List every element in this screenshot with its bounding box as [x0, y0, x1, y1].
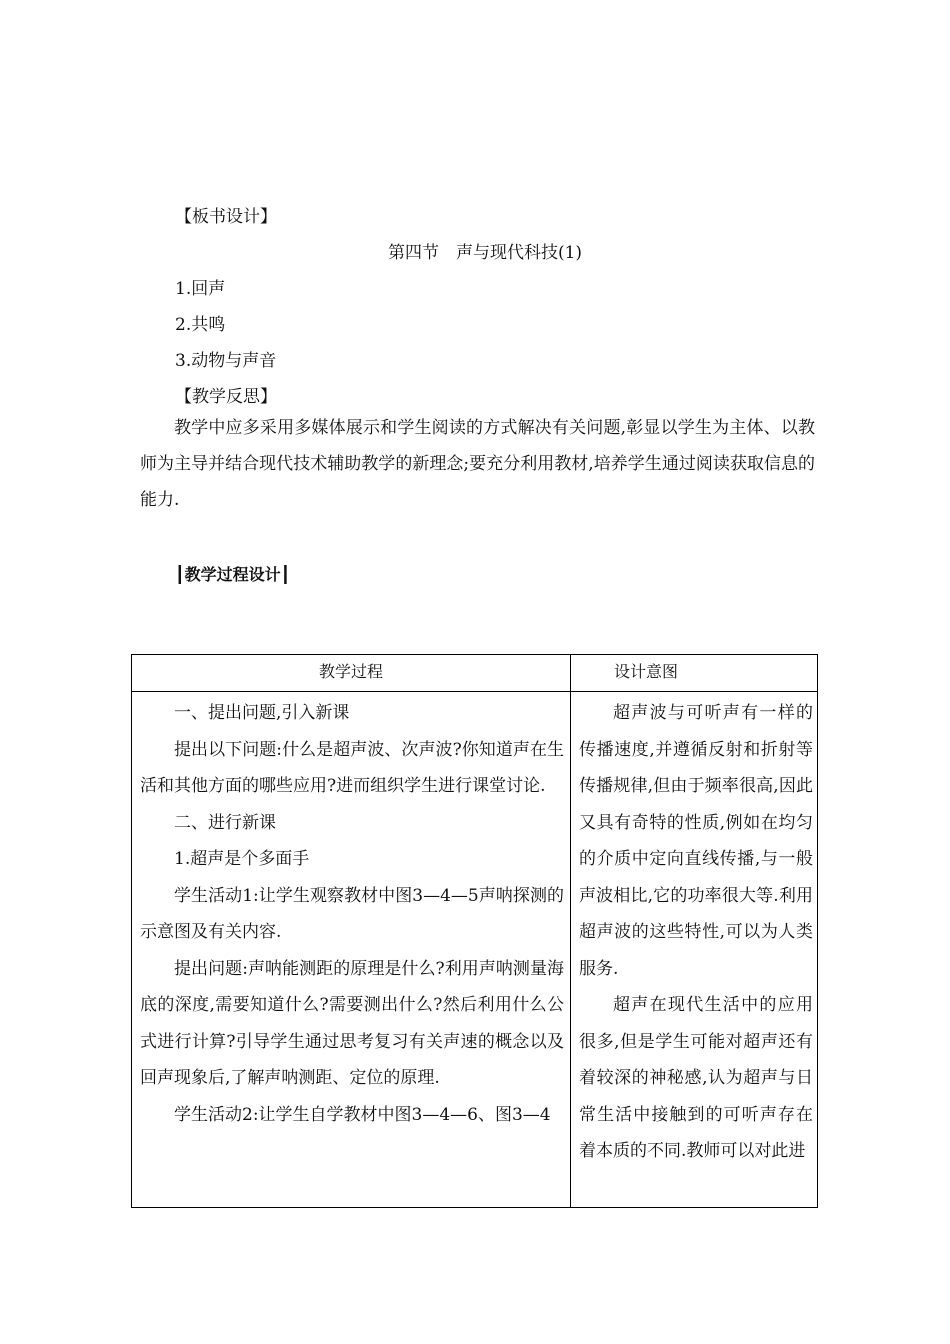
process-design-heading: ┃教学过程设计┃ — [175, 565, 291, 584]
table-column-divider — [570, 655, 571, 1207]
board-item-2: 2.共鸣 — [175, 315, 226, 335]
reflection-heading: 【教学反思】 — [175, 387, 277, 407]
table-header-process: 教学过程 — [318, 662, 383, 681]
process-paragraph: 1.超声是个多面手 — [174, 849, 310, 869]
intent-paragraph: 超声在现代生活中的应用很多,但是学生可能对超声还有着较深的神秘感,认为超声与日常生活中接触到的可听声存在着本质的不同.教师可以对此进 — [579, 995, 813, 1161]
teaching-process-table — [131, 654, 818, 1208]
board-design-heading: 【板书设计】 — [175, 207, 277, 227]
table-header-intent: 设计意图 — [614, 662, 679, 681]
process-paragraph: 二、进行新课 — [174, 812, 276, 833]
process-paragraph: 学生活动1:让学生观察教材中图3—4—5声呐探测的示意图及有关内容. — [140, 885, 564, 942]
process-paragraph: 一、提出问题,引入新课 — [174, 703, 350, 723]
table-cell-intent — [579, 695, 813, 1170]
process-paragraph: 提出以下问题:什么是超声波、次声波?你知道声在生活和其他方面的哪些应用?进而组织学生进行课堂讨论. — [140, 739, 564, 796]
process-paragraph: 提出问题:声呐能测距的原理是什么?利用声呐测量海底的深度,需要知道什么?需要测出什么?然后利用什么公式进行计算?引导学生通过思考复习有关声速的概念以及回声现象后,了解声呐测距、定位的原理. — [140, 958, 564, 1088]
board-item-3: 3.动物与声音 — [175, 351, 277, 371]
table-header-divider — [132, 691, 817, 692]
board-design-title: 第四节 声与现代科技(1) — [387, 243, 583, 263]
intent-paragraph: 超声波与可听声有一样的传播速度,并遵循反射和折射等传播规律,但由于频率很高,因此又具有奇特的性质,例如在均匀的介质中定向直线传播,与一般声波相比,它的功率很大等.利用超声波的这些特性,可以为人类服务. — [579, 703, 813, 979]
table-cell-process — [140, 695, 564, 1133]
process-paragraph: 学生活动2:让学生自学教材中图3—4—6、图3—4 — [174, 1104, 551, 1125]
board-item-1: 1.回声 — [175, 279, 226, 299]
reflection-paragraph: 教学中应多采用多媒体展示和学生阅读的方式解决有关问题,彰显以学生为主体、以教师为主导并结合现代技术辅助教学的新理念;要充分利用教材,培养学生通过阅读获取信息的能力. — [140, 418, 815, 510]
